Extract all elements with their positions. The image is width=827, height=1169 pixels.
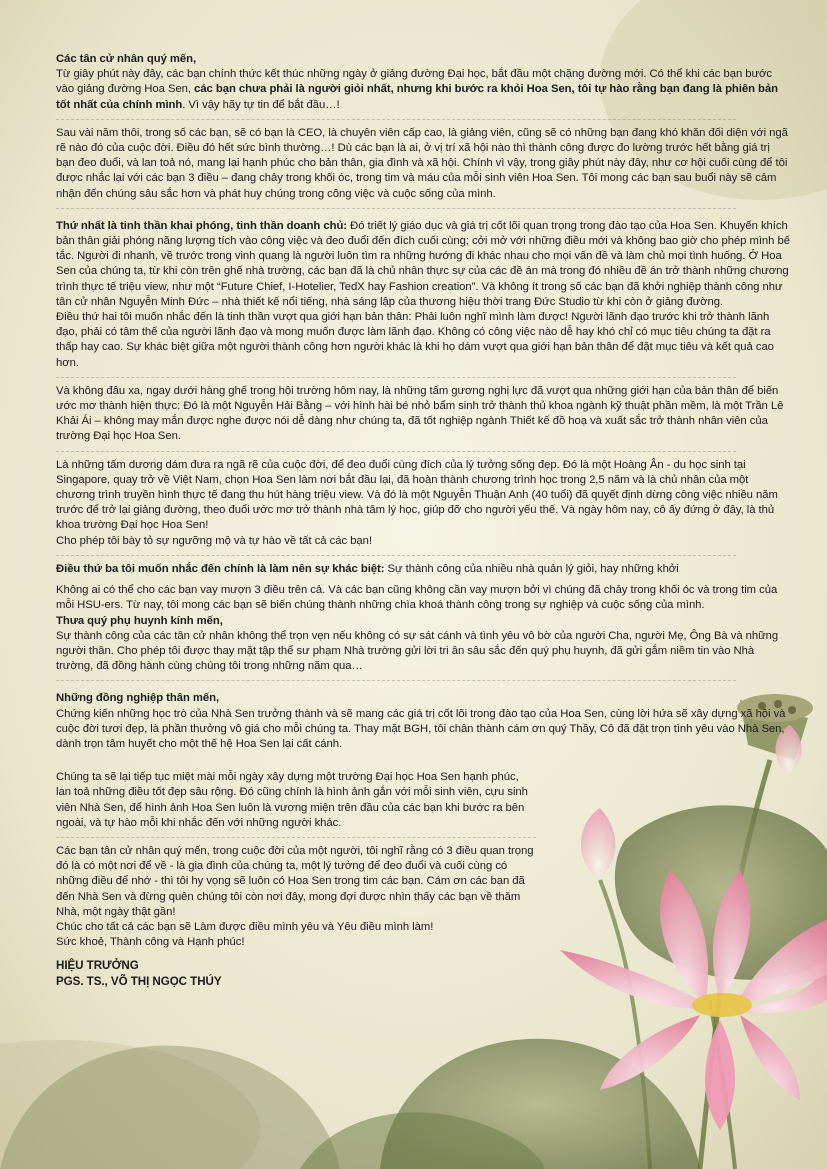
divider — [56, 208, 736, 209]
divider — [56, 451, 736, 452]
principal-letter — [56, 52, 790, 990]
divider — [56, 837, 536, 838]
wish-text: Sức khoẻ, Thành công và Hạnh phúc! — [56, 936, 245, 949]
divider — [56, 119, 736, 120]
greeting-heading: Các tân cử nhân quý mến, — [56, 53, 197, 65]
lotus-stamen — [692, 993, 752, 1017]
letter-section-graduates — [56, 52, 790, 113]
signature-block — [56, 958, 790, 989]
parents-heading: Thưa quý phụ huynh kính mến, — [56, 614, 223, 627]
section-heading: Điều thứ ba tôi muốn nhắc đến chính là làm nên sự khác biệt: — [56, 562, 385, 575]
paragraph: Chúng ta sẽ lại tiếp tục miệt mài mỗi ngày xây dựng một trường Đại học Hoa Sen hạnh phúc, lan toả những điều tốt đẹp sâu rộng. Đó cũng chính là hình ảnh gắn với mỗi sinh viên, cựu sinh viên Nhà Sen, để hình ảnh Hoa Sen luôn là vương miện trên đầu của các bạn khi bước ra bên ngoài, và tự hào mỗi khi nhắc đến với những người khác. — [56, 771, 528, 829]
colleagues-heading: Những đồng nghiệp thân mến, — [56, 692, 220, 705]
divider — [56, 377, 736, 378]
paragraph: Sau vài năm thôi, trong số các bạn, sẽ có bạn là CEO, là chuyên viên cấp cao, là giảng viên, cũng sẽ có những bạn đang khó khăn đối diện với ngã rẽ nào đó của cuộc đời. Điều đó hết sức bình thường…! Dù các bạn là ai, ở vị trí xã hội nào thì thành công được đo lường trước hết bằng giá trị bạn đeo đuổi, và lan toả nó, mang lại hạnh phúc cho bản thân, gia đình và xã hội. Chính vì vậy, trong giây phút này đây, như cơ hội cuối cùng để tôi được nhắc lại với các bạn 3 điều – đang chảy trong khối óc, trong tim và máu của mỗi sinh viên Hoa Sen. Tôi mong các bạn sau buổi này sẽ cảm nhận đến chúng sâu sắc hơn và phát huy chúng trong công việc và cuộc sống của mình. — [56, 126, 788, 200]
paragraph — [56, 691, 790, 752]
paragraph — [56, 458, 790, 549]
paragraph-third-value — [56, 562, 790, 577]
paragraph-text: Đó triết lý giáo dục và giá trị cốt lõi quan trọng trong đào tạo của Hoa Sen. Khuyến khích bản thân giải phóng năng lượng tích vào công việc và đeo đuổi đến đích cuối cùng; cởi mở với những điều mới và không bao giờ cho phép mình bế tắc. Người đi nhanh, về trước trong vinh quang là người luôn tìm ra những hướng đi khác nhau cho mọi vấn đề và làm chủ mọi tình huống. Ở Hoa Sen của chúng ta, từ khi còn trên ghế nhà trường, các bạn đã là chủ nhân thực sự của các đề án mà trong đó nhiều đề án trở thành những chương trình thực tế triệu view, như một “Future Chief, I-Hotelier, TedX hay Fashion creation”. Và không ít trong số các bạn đã khởi nghiệp thành công như tân cử nhân Nguyễn Minh Đức – nhà thiết kế nổi tiếng, nhà sáng lập của thương hiệu thời trang Đức Studio từ khi còn ở giảng đường. — [56, 219, 790, 308]
divider — [56, 555, 736, 556]
paragraph-text: . Vì vậy hãy tự tin để bắt đầu…! — [182, 98, 340, 111]
paragraph — [56, 583, 790, 674]
wish-text: Chúc cho tất cả các bạn sẽ Làm được điều mình yêu và Yêu điều mình làm! — [56, 920, 434, 933]
emphasis-text: các bạn chưa phải là người giỏi nhất, nhưng khi bước ra khỏi Hoa Sen, tôi tự hào rằng bạn đang là phiên bản tốt nhất của chính mình — [56, 83, 778, 111]
paragraph-second-value: Điều thứ hai tôi muốn nhắc đến là tinh thần vượt qua giới hạn bản thân: Phải luôn nghĩ mình làm được! Người lãnh đạo trước khi trở thành lãnh đạo, phải có tâm thế của người lãnh đạo và mong muốn được làm lãnh đạo. Không có công việc nào dễ hay khó chỉ có mục tiêu chúng ta đặt ra thấp hay cao. Sự khác biệt giữa một người thành công hơn người khác là khi họ dám vượt qua giới hạn bản thân để đặt mục tiêu và kết quả cao hơn. — [56, 311, 774, 369]
divider — [56, 680, 736, 681]
paragraph-text: Là những tấm dương dám đưa ra ngã rẽ của cuộc đời, để đeo đuổi cùng đích của lý tưởng sống đẹp. Đó là một Hoàng Ân - du học sinh tại Singapore, quay trở về Việt Nam, chọn Hoa Sen làm nơi bắt đầu lại, đã hoàn thành chương trình học trong 2,5 năm và là chủ nhân của một chương trình truyền hình thực tế đang thu hút hàng triệu view. Và đó là một Nguyễn Thuận Anh (40 tuổi) đã quyết định dừng công việc nhiều năm trước để trở lại giảng đường, theo đuổi ước mơ trở thành nhà tâm lý học, giúp đỡ cho người yếu thế. Và ngày hôm nay, cô ấy đứng ở đây, là thủ khoa trường Đại học Hoa Sen! — [56, 458, 778, 532]
paragraph-first-value — [56, 219, 790, 371]
closing-paragraph — [56, 844, 536, 950]
paragraph-text: Từ giây phút này đây, các bạn chính thức kết thúc những ngày ở giảng đường Đại học, bắt đầu một chặng đường mới. Có thể khi các bạn bước vào giảng đường Hoa Sen, — [56, 68, 772, 96]
paragraph-text: Không ai có thể cho các bạn vay mượn 3 điều trên cả. Và các bạn cũng không cần vay mượn bởi vì chúng đã chảy trong khối óc và trong tim của mỗi HSU-ers. Từ nay, tôi mong các bạn sẽ biến chúng thành những chìa khoá thành công trong sự nghiệp và cuộc sống của mình. — [56, 584, 778, 612]
paragraph-text: Chứng kiến những học trò của Nhà Sen trưởng thành và sẽ mang các giá trị cốt lõi trong đào tạo của Hoa Sen, cùng lời hứa sẽ xây dựng xã hội và cuộc đời tươi đẹp, là phần thưởng vô giá cho mỗi chúng ta. Thay mặt BGH, tôi chân thành cám ơn quý Thầy, Cô đã đặt trọn tình yêu vào Nhà Sen, dành trọn tâm huyết cho một thế hệ Hoa Sen lại cất cánh. — [56, 707, 786, 750]
paragraph-text: Cho phép tôi bày tỏ sự ngưỡng mộ và tự hào về tất cả các bạn! — [56, 534, 372, 547]
paragraph-text: Sự thành công của các tân cử nhân không thể trọn vẹn nếu không có sự sát cánh và tình yêu vô bờ của người Cha, người Mẹ, Ông Bà và những người thân. Cho phép tôi được thay mặt tập thể sư phạm Nhà trường gửi lời tri ân sâu sắc đến quý phụ huynh, đã gửi gắm niềm tin vào Nhà trường, đã đồng hành cùng chúng tôi trong những năm qua… — [56, 629, 779, 673]
paragraph-text: Các bạn tân cử nhân quý mến, trong cuộc đời của một người, tôi nghĩ rằng có 3 điều quan trọng đó là có một nơi để về - là gia đình của chúng ta, một lý tưởng để đeo đuổi và cuối cùng có những điều để nhớ - thì tôi hy vọng sẽ luôn có Hoa Sen trong tim các bạn. Cám ơn các bạn đã đến Nhà Sen và đừng quên chúng tôi còn nơi đây, mong đợi được nhìn thấy các bạn về thăm Nhà, một ngày thật gần! — [56, 844, 534, 918]
paragraph-text: Sự thành công của nhiều nhà quản lý giỏi, hay những khởi — [384, 562, 679, 575]
signature-name: PGS. TS., VÕ THỊ NGỌC THÚY — [56, 974, 222, 988]
section-heading: Thứ nhất là tinh thần khai phóng, tinh thần doanh chủ: — [56, 219, 348, 232]
signature-title: HIỆU TRƯỞNG — [56, 959, 139, 973]
paragraph: Và không đâu xa, ngay dưới hàng ghế trong hội trường hôm nay, là những tấm gương nghị lực đã vượt qua những giới hạn của bản thân để biến ước mơ thành hiện thực: Đó là một Nguyễn Hải Bằng – với hình hài bé nhỏ bẩm sinh trở thành thủ khoa ngành kỹ thuật phần mềm, là một Trần Lê Khải Ái – không may mắn được nghe được nói dễ dàng như chúng ta, đã tốt nghiệp ngành Thiết kế đồ hoạ và xuất sắc trở thành nhân viên của trường Đại học Hoa Sen. — [56, 384, 784, 443]
